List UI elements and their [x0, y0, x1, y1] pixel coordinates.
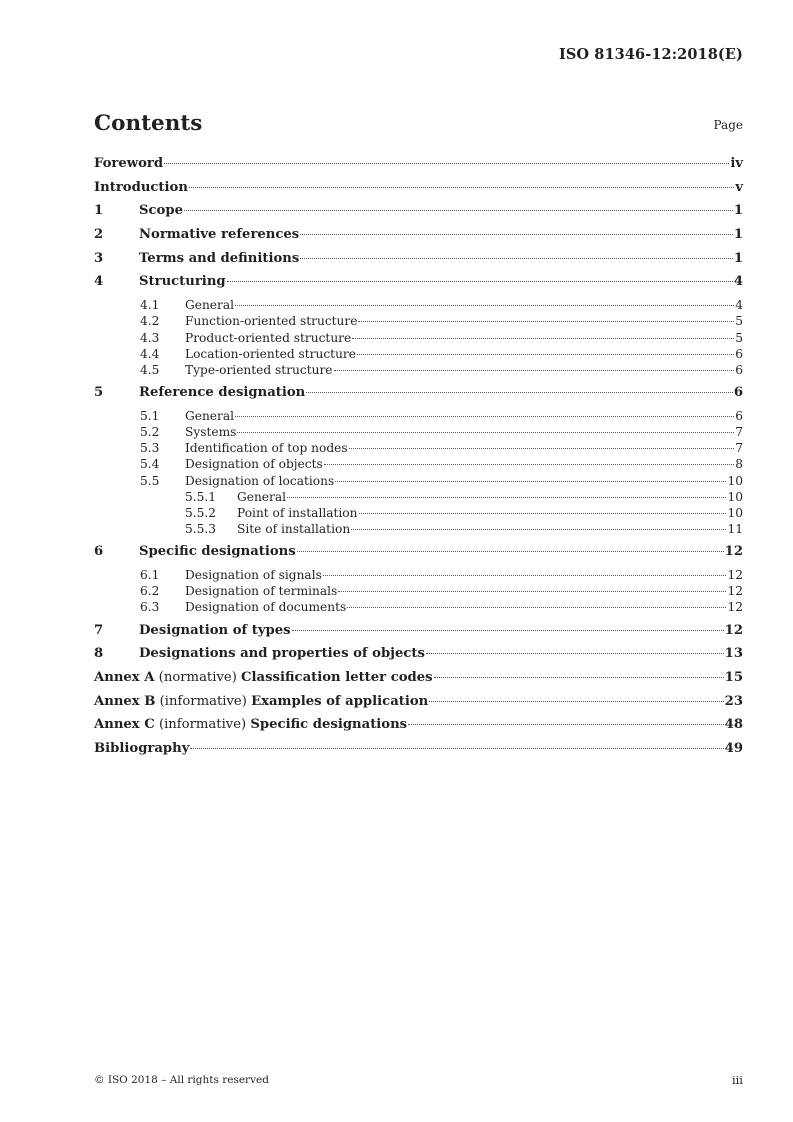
toc-entry[interactable] — [94, 490, 743, 506]
dot-leader — [227, 281, 733, 282]
toc-entry-label: Normative references — [139, 227, 300, 243]
toc-entry-number: 5.1 — [140, 408, 160, 423]
toc-entry-number: 5.3 — [140, 441, 160, 456]
toc-entry-label: Function-oriented structure — [185, 314, 358, 329]
toc-entry-label: General — [185, 298, 234, 313]
table-of-contents — [94, 156, 743, 765]
toc-entry-number: 5.2 — [140, 424, 160, 439]
annex-label: Annex C — [94, 717, 155, 733]
toc-entry-page: 12 — [724, 622, 743, 638]
toc-entry-number: 4 — [94, 274, 104, 290]
dot-leader — [434, 677, 724, 678]
annex-type: (informative) — [154, 717, 251, 733]
toc-entry-label — [94, 670, 433, 685]
toc-entry[interactable] — [94, 457, 743, 473]
toc-entry-page: 8 — [735, 457, 743, 472]
toc-entry-page: 7 — [735, 441, 743, 456]
toc-entry-number: 5.5.3 — [185, 522, 217, 537]
toc-entry[interactable] — [94, 717, 743, 741]
toc-entry[interactable] — [94, 156, 743, 180]
toc-entry-label: General — [237, 489, 286, 504]
toc-entry-number: 4.1 — [140, 298, 160, 313]
toc-entry-page: 4 — [733, 274, 743, 290]
toc-entry[interactable] — [94, 584, 743, 600]
toc-entry-label: Foreword — [94, 156, 164, 171]
toc-entry-number: 2 — [94, 227, 104, 243]
annex-type: (informative) — [155, 693, 252, 709]
dot-leader — [306, 392, 733, 393]
toc-entry[interactable] — [94, 623, 743, 647]
dot-leader — [349, 448, 735, 449]
toc-entry-number: 5 — [94, 385, 104, 401]
toc-entry[interactable] — [94, 506, 743, 522]
dot-leader — [335, 481, 726, 482]
toc-entry-number: 5.5.2 — [185, 505, 217, 520]
dot-leader — [351, 529, 726, 530]
dot-leader — [359, 513, 727, 514]
toc-entry-label: Designations and properties of objects — [139, 646, 425, 662]
toc-entry[interactable] — [94, 180, 743, 204]
toc-entry[interactable] — [94, 274, 743, 298]
toc-entry[interactable] — [94, 347, 743, 363]
annex-label: Annex B — [94, 693, 156, 709]
dot-leader — [323, 575, 727, 576]
dot-leader — [338, 591, 726, 592]
toc-entry-number: 4.4 — [140, 346, 160, 361]
toc-entry-page: 48 — [724, 717, 743, 733]
toc-entry[interactable] — [94, 298, 743, 314]
toc-entry-label: General — [185, 408, 234, 423]
toc-entry[interactable] — [94, 741, 743, 765]
toc-entry[interactable] — [94, 363, 743, 379]
toc-entry[interactable] — [94, 203, 743, 227]
dot-leader — [237, 432, 734, 433]
toc-entry-page: 10 — [727, 505, 743, 520]
toc-entry-number: 4.5 — [140, 362, 160, 377]
toc-entry-page: 13 — [724, 646, 743, 662]
dot-leader — [292, 630, 724, 631]
toc-entry-number: 8 — [94, 646, 104, 662]
toc-entry[interactable] — [94, 474, 743, 490]
toc-entry-label: Site of installation — [237, 522, 351, 537]
dot-leader — [287, 497, 726, 498]
toc-entry-number: 5.5 — [140, 473, 160, 488]
dot-leader — [235, 305, 734, 306]
dot-leader — [408, 724, 724, 725]
toc-entry-page: 10 — [727, 473, 743, 488]
toc-entry-number: 6.3 — [140, 600, 160, 615]
dot-leader — [357, 354, 734, 355]
toc-entry[interactable] — [94, 522, 743, 538]
toc-entry-number: 3 — [94, 250, 104, 266]
toc-entry[interactable] — [94, 251, 743, 275]
annex-type: (normative) — [154, 669, 242, 685]
toc-entry-page: 5 — [735, 330, 743, 345]
toc-entry-label — [94, 694, 428, 709]
toc-entry-label: Identification of top nodes — [185, 441, 348, 456]
toc-entry-page: 1 — [733, 250, 743, 266]
dot-leader — [347, 607, 726, 608]
toc-entry-page: v — [735, 179, 743, 195]
toc-entry[interactable] — [94, 544, 743, 568]
toc-entry-page: 23 — [724, 693, 743, 709]
toc-entry-label: Scope — [139, 203, 183, 219]
toc-entry[interactable] — [94, 670, 743, 694]
toc-entry[interactable] — [94, 694, 743, 718]
toc-entry-label: Location-oriented structure — [185, 346, 356, 361]
dot-leader — [190, 748, 723, 749]
toc-entry-page: 10 — [727, 489, 743, 504]
toc-entry-label: Designation of documents — [185, 600, 347, 615]
toc-entry[interactable] — [94, 568, 743, 584]
toc-entry[interactable] — [94, 409, 743, 425]
dot-leader — [300, 234, 733, 235]
toc-entry-page: 12 — [724, 544, 743, 560]
dot-leader — [426, 653, 724, 654]
toc-entry-page: 7 — [735, 424, 743, 439]
dot-leader — [235, 416, 734, 417]
toc-entry-page: 12 — [727, 584, 743, 599]
toc-entry-page: 12 — [727, 600, 743, 615]
toc-entry-number: 4.2 — [140, 314, 160, 329]
toc-entry-page: 15 — [724, 669, 743, 685]
toc-entry-page: 4 — [735, 298, 743, 313]
annex-title: Examples of application — [251, 693, 429, 709]
dot-leader — [352, 338, 734, 339]
toc-entry[interactable] — [94, 314, 743, 330]
toc-entry-label: Designation of terminals — [185, 584, 338, 599]
toc-entry-page: 12 — [727, 567, 743, 582]
toc-entry-label: Point of installation — [237, 505, 358, 520]
annex-label: Annex A — [94, 669, 155, 685]
toc-entry-label: Product-oriented structure — [185, 330, 352, 345]
toc-entry-number: 7 — [94, 622, 104, 638]
dot-leader — [324, 464, 734, 465]
dot-leader — [184, 210, 733, 211]
toc-entry-page: 1 — [733, 227, 743, 243]
toc-entry[interactable] — [94, 227, 743, 251]
toc-entry-number: 6 — [94, 544, 104, 560]
toc-entry-page: 6 — [735, 408, 743, 423]
toc-entry-label: Designation of signals — [185, 567, 322, 582]
toc-entry-label: Designation of types — [139, 622, 291, 638]
toc-entry-page: 49 — [724, 740, 743, 756]
dot-leader — [429, 701, 723, 702]
toc-entry-number: 6.2 — [140, 584, 160, 599]
footer-copyright: © ISO 2018 – All rights reserved — [94, 1074, 269, 1086]
toc-entry-label: Terms and definitions — [139, 250, 300, 266]
annex-title: Classification letter codes — [241, 669, 433, 685]
toc-entry-label: Systems — [185, 424, 237, 439]
toc-entry-page: 1 — [733, 203, 743, 219]
toc-entry[interactable] — [94, 600, 743, 616]
toc-entry-label: Bibliography — [94, 740, 190, 756]
toc-entry-label: Designation of objects — [185, 457, 323, 472]
toc-entry-number: 6.1 — [140, 567, 160, 582]
footer-page-number: iii — [731, 1073, 743, 1087]
toc-entry-label: Structuring — [139, 274, 226, 290]
toc-entry-label: Designation of locations — [185, 473, 335, 488]
toc-entry-label: Reference designation — [139, 385, 306, 401]
toc-entry[interactable] — [94, 646, 743, 670]
dot-leader — [300, 258, 733, 259]
toc-entry-label: Introduction — [94, 179, 188, 195]
toc-entry-label — [94, 717, 407, 732]
toc-entry-page: 5 — [735, 314, 743, 329]
dot-leader — [164, 163, 729, 164]
page-title: Contents — [94, 111, 203, 136]
toc-entry-number: 1 — [94, 203, 104, 219]
toc-entry[interactable] — [94, 425, 743, 441]
dot-leader — [358, 321, 734, 322]
toc-entry-page: 11 — [727, 522, 743, 537]
dot-leader — [297, 551, 724, 552]
toc-entry[interactable] — [94, 441, 743, 457]
toc-entry-page: 6 — [735, 362, 743, 377]
toc-entry-page: 6 — [733, 385, 743, 401]
toc-entry-number: 5.5.1 — [185, 489, 217, 504]
dot-leader — [189, 187, 734, 188]
toc-entry-number: 5.4 — [140, 457, 160, 472]
page-column-label: Page — [713, 118, 743, 132]
dot-leader — [334, 370, 735, 371]
toc-entry[interactable] — [94, 331, 743, 347]
toc-entry[interactable] — [94, 385, 743, 409]
toc-entry-label: Type-oriented structure — [185, 362, 333, 377]
toc-entry-number: 4.3 — [140, 330, 160, 345]
toc-entry-page: 6 — [735, 346, 743, 361]
annex-title: Specific designations — [250, 717, 408, 733]
document-id: ISO 81346-12:2018(E) — [558, 46, 743, 63]
toc-entry-label: Specific designations — [139, 544, 296, 560]
toc-entry-page: iv — [730, 156, 743, 171]
